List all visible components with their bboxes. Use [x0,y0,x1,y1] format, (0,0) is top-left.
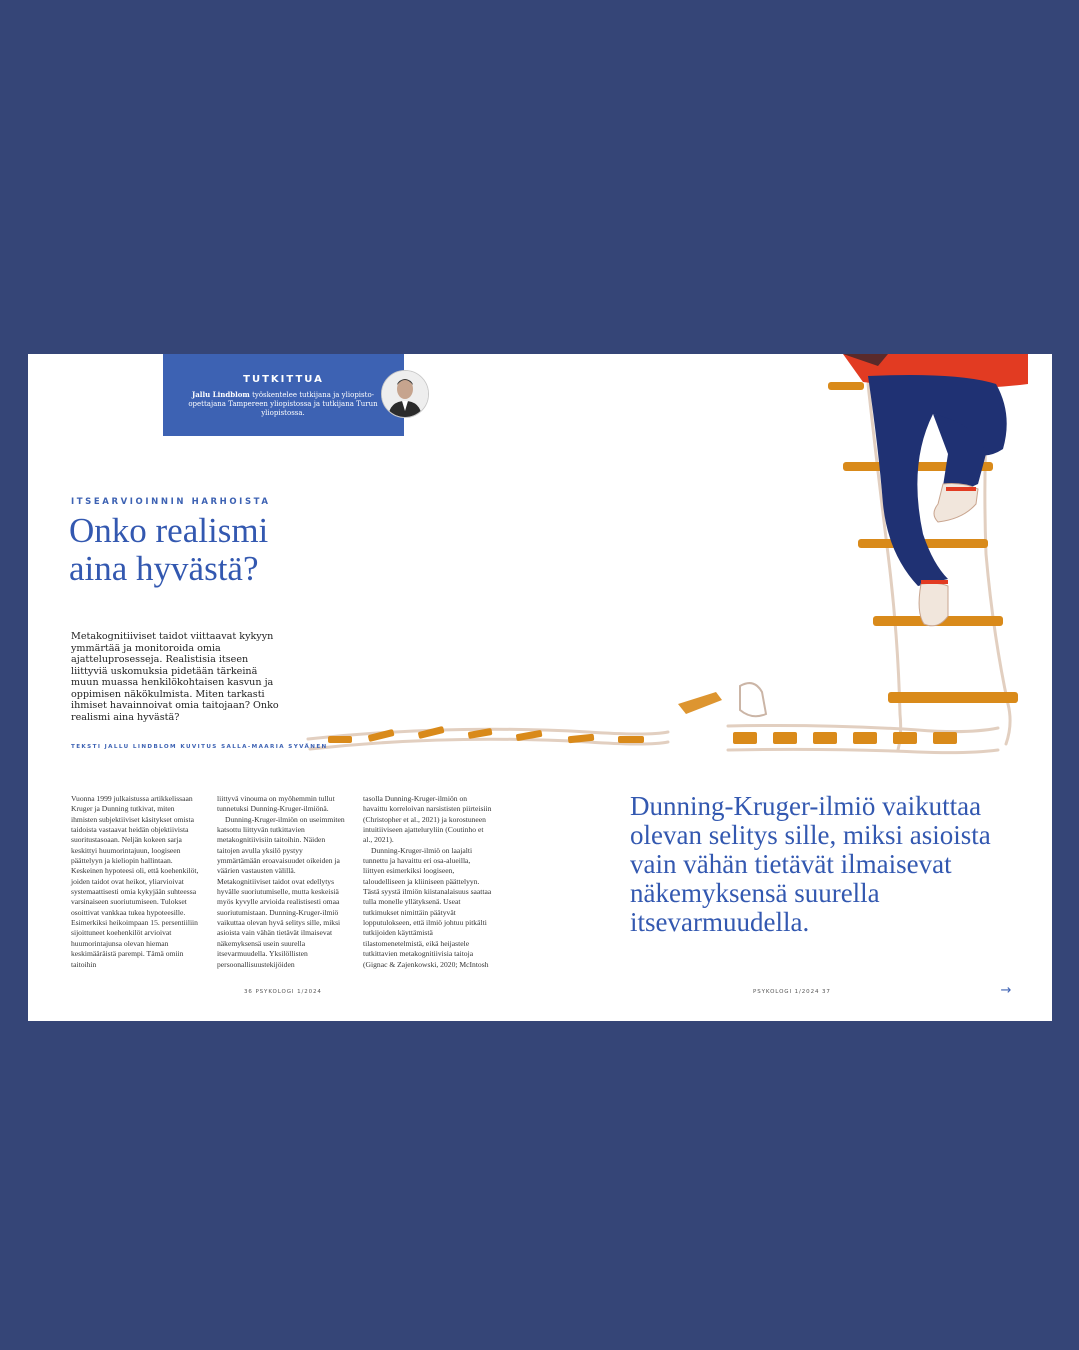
folio-left: 36 PSYKOLOGI 1/2024 [244,989,322,995]
tag-label: TUTKITTUA [243,374,324,385]
folio-right: PSYKOLOGI 1/2024 37 [753,989,831,995]
body-paragraph: Dunning-Kruger-ilmiön on useimmiten katsottu liittyvän tutkittavien metakognitiivisiin taitoihin. Näiden taitojen avulla yksilö pystyy ymmärtämään eroavaisuudet oikeiden ja väärien vastausten välillä. Metakognitiiviset taidot ovat edellytys hyvälle suoriutumiselle, mutta keskeisiä myös kyvylle arvioida realistisesti omaa suoriutumistaan. Dunning-Kruger-ilmiö vaikuttaa olevan hyvä selitys sille, miksi asioista vain vähän tietävät ilmaisevat näkemyksensä usein suurella itsevarmuudella. Yksilöllisten persoonallisuustekijöiden [217,814,345,969]
body-paragraph: tasolla Dunning-Kruger-ilmiön on havaittu korreloivan narsististen piirteisiin (Christopher et al., 2021) ja korostuneen intuitiiviseen ajatteluryliin (Coutinho et al., 2021). [363,794,492,845]
author-tag-box [163,354,404,436]
shoes-drawing [678,683,766,716]
title-line-2: aina hyvästä? [69,549,259,588]
magazine-spread [28,354,1052,1021]
body-column-1 [71,794,201,970]
article-credits: TEKSTI JALLU LINDBLOM KUVITUS SALLA-MAARIA SYVÄNEN [71,744,328,750]
body-paragraph: Vuonna 1999 julkaistussa artikkelissaan Kruger ja Dunning tutkivat, miten ihmisten subjektiiviset käsitykset omista taidoista vastaavat heidän objektiivista suoritustasoaan. Neljän kokeen sarja keskittyi huumorintajuun, loogiseen päättelyyn ja kieliopin hallintaan. Keskeinen hypoteesi oli, että koehenkilöt, joiden taidot ovat heikot, yliarvioivat systemaattisesti omia kykyjään suhteessa varsinaiseen suoriutumiseen. Tulokset osoittivat vankkaa tukea hypoteesille. Esimerkiksi heikoimpaan 15. persentiiliin sijoittuneet koehenkilöt arvioivat huumorintajunsa olevan hieman keskimääräistä parempi. Tämä omiin taitoihin [71,794,199,969]
author-name: Jallu Lindblom [191,390,250,399]
avatar [382,371,428,417]
article-title [69,512,369,588]
body-column-3 [363,794,493,970]
author-bio [185,390,381,418]
body-column-2 [217,794,347,970]
pull-quote: Dunning-Kruger-ilmiö vaikuttaa olevan selitys sille, miksi asioista vain vähän tietävät ilmaisevat näkemyksensä suurella itsevarmuudella. [630,791,991,937]
title-line-1: Onko realismi [69,511,269,550]
next-page-arrow-icon[interactable]: → [1000,983,1012,998]
body-paragraph: Dunning-Kruger-ilmiö on laajalti tunnettu ja havaittu eri osa-alueilla, liittyen esimerkiksi loogiseen, taloudelliseen ja kliiniseen päättelyyn. Tästä syystä ilmiön kiistanalaisuus saattaa tulla monelle yllätyksenä. Useat tutkimukset nimittäin päätyvät lopputulokseen, että ilmiö johtuu pitkälti tutkijoiden käyttämistä tilastomenetelmistä, eikä heijastele tutkittavien metakognitiivisia taitoja (Gignac & Zajenkowski, 2020; McIntosh [363,845,492,969]
body-paragraph: liittyvä vinouma on myöhemmin tullut tunnetuksi Dunning-Kruger-ilmiönä. [217,794,335,814]
article-kicker: ITSEARVIOINNIN HARHOISTA [71,497,271,507]
author-bio-text: työskentelee tutkijana ja yliopisto-opettajana Tampereen yliopistossa ja tutkijana Turun yliopistossa. [188,391,378,417]
author-portrait [381,370,429,418]
article-lead: Metakognitiiviset taidot viittaavat kykyyn ymmärtää ja monitoroida omia ajatteluprosesseja. Realistisia itseen liittyviä uskomuksia pidetään tärkeinä muun muassa henkilökohtaisen kasvun ja oppimisen näkökulmista. Miten tarkasti ihmiset havainnoivat omia taitojaan? Onko realismi aina hyvästä? [71,631,279,723]
